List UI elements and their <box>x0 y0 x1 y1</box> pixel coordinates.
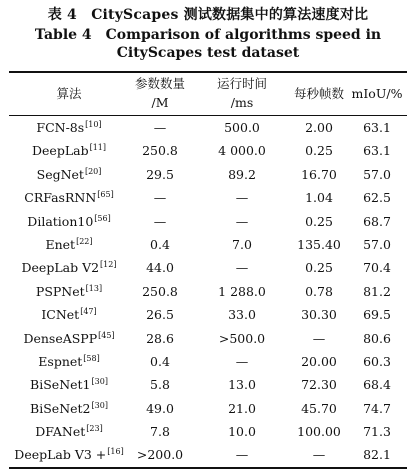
algorithm-cell-text: Espnet <box>38 353 83 369</box>
miou-cell-text: 68.4 <box>363 377 391 393</box>
algorithm-cell <box>14 186 124 209</box>
fps-cell-text: — <box>312 447 326 463</box>
algorithm-cell-text: FCN-8s <box>36 120 85 135</box>
citation-reference: [45] <box>98 330 115 340</box>
fps-cell-text: 2.00 <box>305 120 333 135</box>
miou-cell <box>345 303 409 326</box>
params-cell-text: 49.0 <box>146 400 174 416</box>
algorithm-cell <box>14 163 124 186</box>
algorithm-cell-text: DeepLab V3 + <box>14 447 107 463</box>
citation-reference: [10] <box>85 120 102 129</box>
runtime-cell <box>205 280 279 303</box>
runtime-cell <box>205 350 279 373</box>
miou-cell-text: 60.3 <box>363 353 391 369</box>
miou-cell-text: 68.7 <box>363 213 391 229</box>
runtime-cell <box>205 233 279 256</box>
citation-reference: [30] <box>91 377 108 387</box>
miou-cell-text: 70.4 <box>363 260 391 276</box>
runtime-cell-text: 500.0 <box>224 120 260 135</box>
runtime-cell <box>205 420 279 443</box>
header-runtime <box>205 72 279 114</box>
fps-cell-text: 0.25 <box>305 260 333 276</box>
miou-cell <box>345 210 409 233</box>
runtime-cell-text: 21.0 <box>228 400 256 416</box>
params-cell-text: — <box>153 213 167 229</box>
table-row <box>0 280 416 303</box>
citation-reference: [47] <box>80 307 97 317</box>
table-row <box>0 116 416 139</box>
runtime-cell <box>205 303 279 326</box>
params-cell-text: 250.8 <box>142 143 178 159</box>
citation-reference: [56] <box>94 213 111 223</box>
header-miou <box>345 72 409 114</box>
params-cell <box>122 139 198 162</box>
algorithm-cell-text: PSPNet <box>35 283 85 299</box>
miou-cell <box>345 397 409 420</box>
header-params <box>122 72 198 114</box>
table-body <box>0 116 416 467</box>
runtime-cell <box>205 397 279 420</box>
params-cell-text: 28.6 <box>146 330 174 346</box>
params-cell <box>122 116 198 139</box>
params-cell <box>122 163 198 186</box>
runtime-cell-text: 4 000.0 <box>218 143 266 159</box>
params-cell <box>122 327 198 350</box>
algorithm-cell-text: ICNet <box>41 307 80 323</box>
table-row <box>0 186 416 209</box>
algorithm-cell-text: Enet <box>45 236 76 252</box>
miou-cell <box>345 116 409 139</box>
table-caption-chinese: 表 4 CityScapes 测试数据集中的算法速度对比 <box>47 7 369 23</box>
miou-cell <box>345 186 409 209</box>
algorithm-cell <box>14 210 124 233</box>
algorithm-cell <box>14 397 124 420</box>
table-row <box>0 303 416 326</box>
params-cell-text: 5.8 <box>150 377 170 393</box>
params-cell-text: 29.5 <box>146 166 174 182</box>
fps-cell-text: 45.70 <box>301 400 337 416</box>
miou-cell-text: 62.5 <box>363 190 391 206</box>
fps-cell-text: 16.70 <box>301 166 337 182</box>
miou-cell <box>345 373 409 396</box>
runtime-cell-text: — <box>235 260 249 276</box>
runtime-cell-text: 7.0 <box>232 236 252 252</box>
runtime-cell <box>205 443 279 466</box>
miou-cell <box>345 327 409 350</box>
table-row <box>0 233 416 256</box>
algorithm-cell <box>14 373 124 396</box>
miou-cell-text: 63.1 <box>363 143 391 159</box>
table-row <box>0 373 416 396</box>
runtime-cell <box>205 327 279 350</box>
header-fps-label: 每秒帧数 <box>293 85 344 101</box>
params-cell <box>122 280 198 303</box>
algorithm-cell-text: DFANet <box>35 424 86 440</box>
citation-reference: [11] <box>89 143 106 153</box>
runtime-cell-text: 33.0 <box>228 307 256 323</box>
runtime-cell <box>205 186 279 209</box>
params-cell <box>122 303 198 326</box>
params-cell-text: 7.8 <box>150 424 170 440</box>
header-miou-label: mIoU/% <box>351 85 403 101</box>
params-cell <box>122 397 198 420</box>
citation-reference: [20] <box>84 166 102 176</box>
table-row <box>0 210 416 233</box>
table-row <box>0 397 416 420</box>
table-row <box>0 350 416 373</box>
fps-cell-text: — <box>312 330 326 346</box>
fps-cell-text: 0.25 <box>305 143 333 159</box>
header-params-unit: /M <box>151 95 169 110</box>
header-runtime-label: 运行时间 <box>216 76 267 91</box>
algorithm-cell <box>14 256 124 279</box>
algorithm-cell-text: SegNet <box>36 166 84 182</box>
miou-cell-text: 71.3 <box>363 424 391 440</box>
runtime-cell-text: 1 288.0 <box>218 283 266 299</box>
miou-cell <box>345 350 409 373</box>
algorithm-cell <box>14 233 124 256</box>
fps-cell-text: 135.40 <box>297 236 341 252</box>
algorithm-cell <box>14 303 124 326</box>
params-cell <box>122 443 198 466</box>
miou-cell-text: 80.6 <box>363 330 391 346</box>
params-cell-text: >200.0 <box>136 447 184 463</box>
algorithm-cell <box>14 116 124 139</box>
fps-cell-text: 0.25 <box>305 213 333 229</box>
runtime-cell-text: >500.0 <box>218 330 266 346</box>
miou-cell-text: 57.0 <box>363 166 391 182</box>
algorithm-cell <box>14 350 124 373</box>
citation-reference: [23] <box>86 424 103 434</box>
algorithm-cell-text: CRFasRNN <box>24 190 97 206</box>
fps-cell-text: 72.30 <box>301 377 337 393</box>
fps-cell-text: 0.78 <box>305 283 333 299</box>
params-cell-text: 0.4 <box>150 236 170 252</box>
runtime-cell <box>205 373 279 396</box>
runtime-cell <box>205 210 279 233</box>
params-cell-text: 250.8 <box>142 283 178 299</box>
citation-reference: [13] <box>85 283 103 293</box>
runtime-cell <box>205 256 279 279</box>
fps-cell-text: 30.30 <box>301 307 337 323</box>
algorithm-cell-text: Dilation10 <box>27 213 94 229</box>
citation-reference: [65] <box>97 190 114 200</box>
miou-cell <box>345 256 409 279</box>
citation-reference: [12] <box>100 260 117 270</box>
algorithm-cell <box>14 280 124 303</box>
runtime-cell <box>205 163 279 186</box>
algorithm-cell-text: BiSeNet1 <box>30 377 91 393</box>
algorithm-cell <box>14 327 124 350</box>
miou-cell <box>345 163 409 186</box>
header-runtime-unit: /ms <box>230 95 254 110</box>
runtime-cell-text: — <box>235 353 249 369</box>
runtime-cell <box>205 139 279 162</box>
runtime-cell <box>205 116 279 139</box>
table-row <box>0 327 416 350</box>
miou-cell <box>345 139 409 162</box>
miou-cell <box>345 280 409 303</box>
table-row <box>0 163 416 186</box>
algorithm-cell <box>14 139 124 162</box>
params-cell-text: 26.5 <box>146 307 174 323</box>
runtime-cell-text: 10.0 <box>228 424 256 440</box>
algorithm-cell <box>14 420 124 443</box>
algorithm-cell-text: DeepLab V2 <box>21 260 100 276</box>
params-cell <box>122 233 198 256</box>
runtime-cell-text: 13.0 <box>228 377 256 393</box>
algorithm-cell-text: BiSeNet2 <box>30 400 91 416</box>
fps-cell-text: 100.00 <box>297 424 341 440</box>
fps-cell-text: 1.04 <box>305 190 333 206</box>
params-cell-text: 44.0 <box>146 260 174 276</box>
params-cell <box>122 373 198 396</box>
params-cell <box>122 210 198 233</box>
fps-cell-text: 20.00 <box>301 353 337 369</box>
miou-cell-text: 74.7 <box>363 400 391 416</box>
header-algorithm-label: 算法 <box>56 85 82 101</box>
runtime-cell-text: — <box>235 447 249 463</box>
miou-cell-text: 57.0 <box>363 236 391 252</box>
table-caption-english-line2: CityScapes test dataset <box>116 45 300 61</box>
algorithm-cell-text: DenseASPP <box>23 330 98 346</box>
table-row <box>0 139 416 162</box>
params-cell-text: 0.4 <box>150 353 170 369</box>
miou-cell <box>345 420 409 443</box>
algorithm-cell <box>14 443 124 466</box>
miou-cell <box>345 443 409 466</box>
miou-cell-text: 82.1 <box>363 447 391 463</box>
citation-reference: [30] <box>91 400 108 410</box>
header-algorithm <box>14 72 124 114</box>
citation-reference: [58] <box>83 353 100 363</box>
miou-cell <box>345 233 409 256</box>
algorithm-cell-text: DeepLab <box>32 143 89 159</box>
runtime-cell-text: — <box>235 190 249 206</box>
params-cell-text: — <box>153 120 167 135</box>
params-cell <box>122 350 198 373</box>
params-cell-text: — <box>153 190 167 206</box>
citation-reference: [16] <box>107 447 124 457</box>
table-row <box>0 420 416 443</box>
table-row <box>0 256 416 279</box>
table-caption-english-line1: Table 4 Comparison of algorithms speed in <box>34 27 382 43</box>
params-cell <box>122 256 198 279</box>
miou-cell-text: 63.1 <box>363 120 391 135</box>
params-cell <box>122 420 198 443</box>
table-bottom-rule <box>9 467 407 469</box>
header-params-label: 参数数量 <box>134 76 185 91</box>
miou-cell-text: 69.5 <box>363 307 391 323</box>
runtime-cell-text: 89.2 <box>228 166 256 182</box>
runtime-cell-text: — <box>235 213 249 229</box>
table-row <box>0 443 416 466</box>
citation-reference: [22] <box>76 236 93 246</box>
miou-cell-text: 81.2 <box>363 283 391 299</box>
params-cell <box>122 186 198 209</box>
